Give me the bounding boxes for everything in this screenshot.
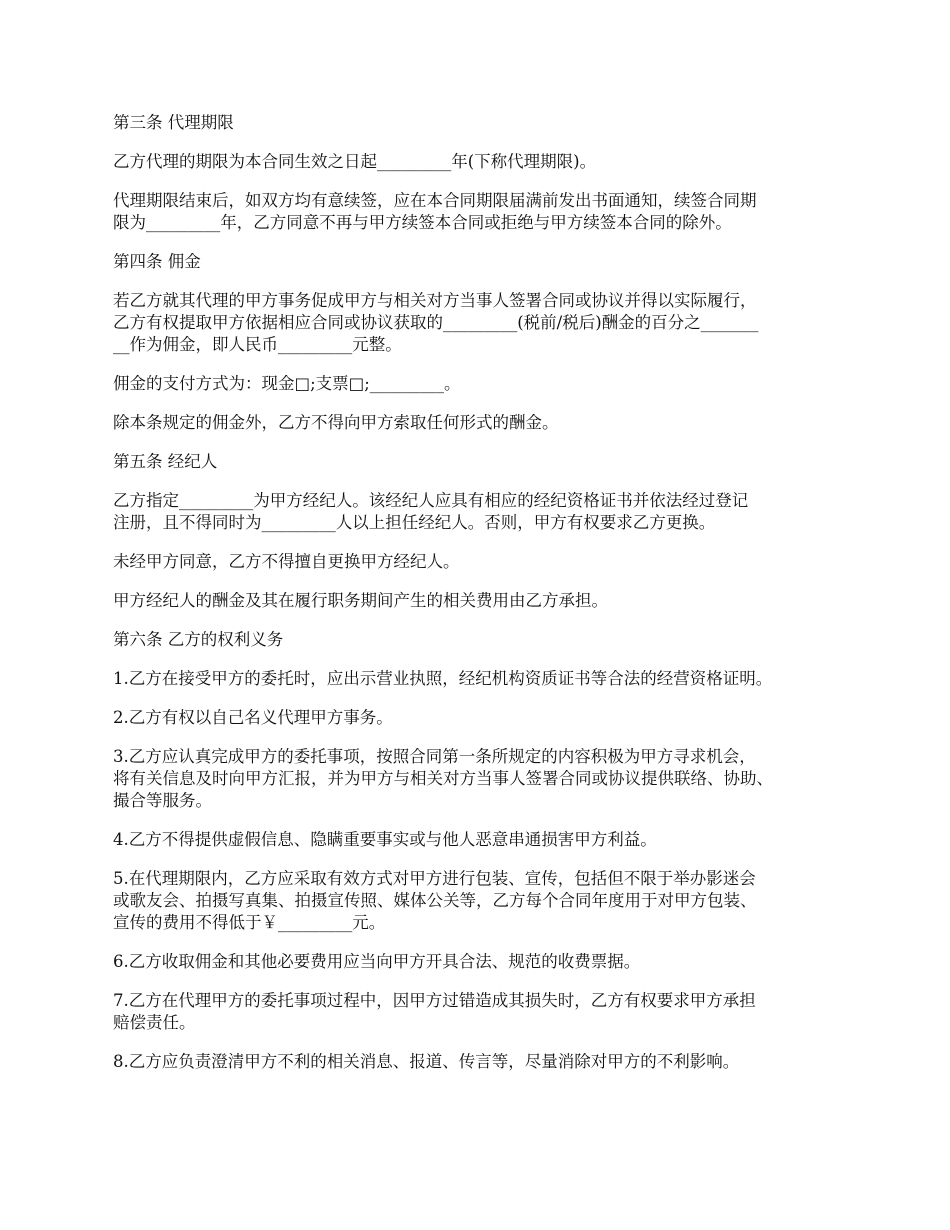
paragraph [113, 746, 853, 812]
paragraph [113, 590, 853, 612]
text-line: 乙方指定_________为甲方经纪人。该经纪人应具有相应的经纪资格证书并依法经过登记 [113, 491, 749, 510]
text-line: 代理期限结束后，如双方均有意续签，应在本合同期限届满前发出书面通知，续签合同期 [113, 191, 757, 210]
text-line: 第三条 代理期限 [113, 113, 234, 132]
text-line: 第五条 经纪人 [113, 452, 218, 471]
text-line: 或歌友会、拍摄写真集、拍摄宣传照、媒体公关等，乙方每个合同年度用于对甲方包装、 [113, 891, 757, 910]
text-line: 乙方代理的期限为本合同生效之日起_________年(下称代理期限)。 [113, 152, 597, 171]
text-line: 4.乙方不得提供虚假信息、隐瞒重要事实或与他人恶意串通损害甲方利益。 [113, 830, 657, 849]
text-line: 甲方经纪人的酬金及其在履行职务期间产生的相关费用由乙方承担。 [113, 591, 608, 610]
text-line: 8.乙方应负责澄清甲方不利的相关消息、报道、传言等，尽量消除对甲方的不利影响。 [113, 1052, 740, 1071]
paragraph [113, 412, 853, 434]
paragraph [113, 951, 853, 973]
paragraph [113, 151, 853, 173]
text-line: 2.乙方有权以自己名义代理甲方事务。 [113, 708, 393, 727]
text-line: 1.乙方在接受甲方的委托时，应出示营业执照，经纪机构资质证书等合法的经营资格证明。 [113, 669, 773, 688]
paragraph [113, 707, 853, 729]
text-line: 未经甲方同意，乙方不得擅自更换甲方经纪人。 [113, 552, 460, 571]
paragraph [113, 190, 853, 234]
text-line: 3.乙方应认真完成甲方的委托事项，按照合同第一条所规定的内容积极为甲方寻求机会， [113, 747, 756, 766]
text-line: 赔偿责任。 [113, 1013, 196, 1032]
paragraph [113, 990, 853, 1034]
text-line: 撮合等服务。 [113, 791, 212, 810]
text-line: 除本条规定的佣金外，乙方不得向甲方索取任何形式的酬金。 [113, 413, 559, 432]
text-line: 乙方有权提取甲方依据相应合同或协议获取的_________(税前/税后)酬金的百分之_______ [113, 313, 759, 332]
text-line: 6.乙方收取佣金和其他必要费用应当向甲方开具合法、规范的收费票据。 [113, 952, 641, 971]
section-heading [113, 251, 853, 273]
text-line: 宣传的费用不得低于￥_________元。 [113, 913, 386, 932]
paragraph [113, 829, 853, 851]
paragraph [113, 668, 853, 690]
section-heading [113, 451, 853, 473]
text-line: 第四条 佣金 [113, 252, 201, 271]
section-heading [113, 629, 853, 651]
paragraph [113, 290, 853, 356]
document-body [113, 112, 853, 1090]
text-line: 若乙方就其代理的甲方事务促成甲方与相关对方当事人签署合同或协议并得以实际履行， [113, 291, 757, 310]
paragraph [113, 1051, 853, 1073]
text-line: 注册，且不得同时为_________人以上担任经纪人。否则，甲方有权要求乙方更换。 [113, 513, 716, 532]
paragraph [113, 490, 853, 534]
paragraph [113, 551, 853, 573]
text-line: 7.乙方在代理甲方的委托事项过程中，因甲方过错造成其损失时，乙方有权要求甲方承担 [113, 991, 756, 1010]
text-line: 5.在代理期限内，乙方应采取有效方式对甲方进行包装、宣传，包括但不限于举办影迷会 [113, 869, 756, 888]
section-heading [113, 112, 853, 134]
paragraph [113, 868, 853, 934]
paragraph [113, 373, 853, 395]
text-line: 将有关信息及时向甲方汇报，并为甲方与相关对方当事人签署合同或协议提供联络、协助、 [113, 769, 773, 788]
text-line: __作为佣金，即人民币_________元整。 [113, 335, 402, 354]
text-line: 佣金的支付方式为：现金□;支票□;_________。 [113, 374, 461, 393]
text-line: 限为_________年，乙方同意不再与甲方续签本合同或拒绝与甲方续签本合同的除外。 [113, 213, 732, 232]
text-line: 第六条 乙方的权利义务 [113, 630, 284, 649]
